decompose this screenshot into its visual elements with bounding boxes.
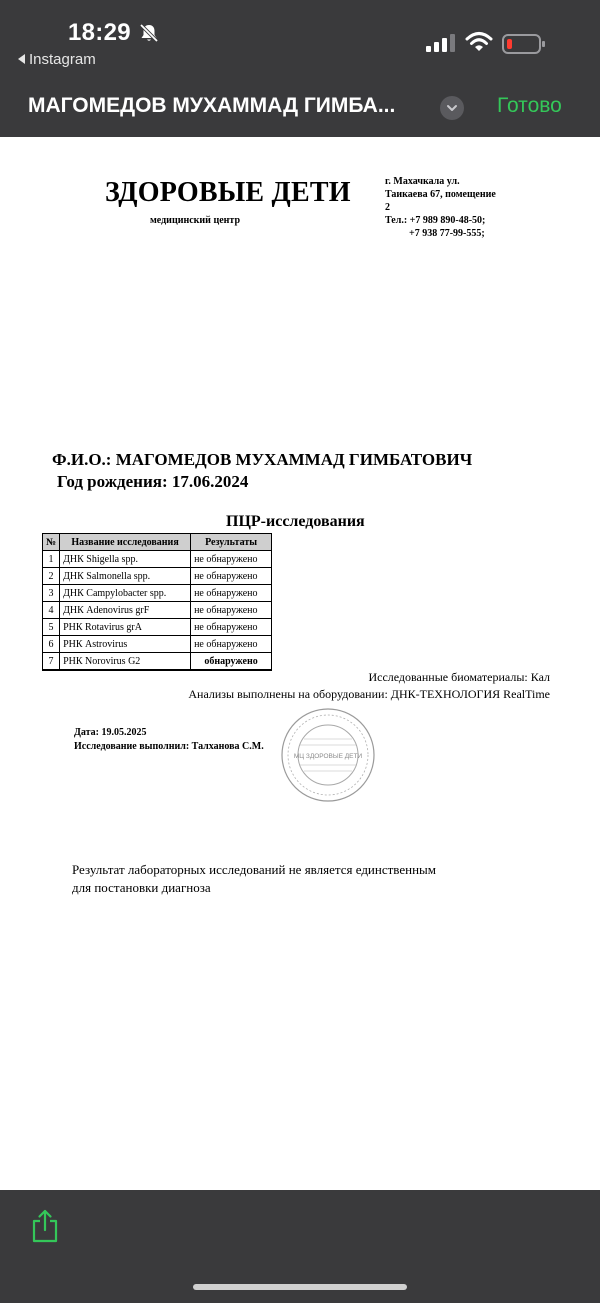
test-result-positive: обнаружено	[191, 653, 272, 671]
table-row	[43, 636, 272, 653]
patient-birth-date: Год рождения: 17.06.2024	[57, 472, 249, 491]
wifi-icon	[465, 31, 493, 53]
address-line: г. Махачкала ул.	[385, 176, 460, 187]
row-number: 1	[43, 551, 60, 568]
test-result: не обнаружено	[191, 636, 272, 653]
phone-line: Тел.: +7 989 890-48-50;	[385, 215, 486, 226]
table-row	[43, 551, 272, 568]
home-indicator[interactable]	[193, 1284, 407, 1290]
equipment-line: Анализы выполнены на оборудовании: ДНК-ТЕХНОЛОГИЯ RealTime	[188, 687, 550, 701]
test-name: ДНК Shigella spp.	[60, 551, 191, 568]
row-number: 7	[43, 653, 60, 671]
table-row	[43, 619, 272, 636]
title-menu-button[interactable]	[440, 96, 464, 120]
test-name: ДНК Adenovirus grF	[60, 602, 191, 619]
performer-line: Исследование выполнил: Талханова С.М.	[74, 741, 264, 752]
report-date: Дата: 19.05.2025	[74, 727, 147, 738]
bell-slash-icon	[138, 22, 160, 44]
row-number: 5	[43, 619, 60, 636]
test-result: не обнаружено	[191, 568, 272, 585]
document-page	[0, 137, 600, 1190]
disclaimer-line: для постановки диагноза	[72, 880, 211, 895]
test-name: РНК Astrovirus	[60, 636, 191, 653]
row-number: 4	[43, 602, 60, 619]
table-header-row	[43, 534, 272, 551]
clinic-stamp	[280, 707, 376, 803]
back-arrow-icon	[18, 54, 25, 64]
test-name: ДНК Campylobacter spp.	[60, 585, 191, 602]
chevron-down-icon	[440, 96, 464, 120]
phone-line: +7 938 77-99-555;	[409, 228, 485, 239]
test-name: РНК Norovirus G2	[60, 653, 191, 671]
table-row	[43, 568, 272, 585]
table-row	[43, 585, 272, 602]
cellular-signal-icon	[425, 33, 457, 53]
results-table	[42, 533, 272, 671]
patient-name: Ф.И.О.: МАГОМЕДОВ МУХАММАД ГИМБАТОВИЧ	[52, 450, 473, 469]
test-name: ДНК Salmonella spp.	[60, 568, 191, 585]
done-button[interactable]: Готово	[497, 94, 562, 117]
row-number: 6	[43, 636, 60, 653]
test-result: не обнаружено	[191, 602, 272, 619]
row-number: 2	[43, 568, 60, 585]
column-header-number: №	[43, 534, 60, 551]
column-header-result: Результаты	[191, 534, 272, 551]
document-title: МАГОМЕДОВ МУХАММАД ГИМБА...	[28, 94, 396, 117]
section-title: ПЦР-исследования	[226, 513, 365, 530]
top-bar	[0, 0, 600, 137]
clinic-name: ЗДОРОВЫЕ ДЕТИ	[105, 177, 351, 208]
back-to-app-link[interactable]	[18, 51, 96, 68]
column-header-test: Название исследования	[60, 534, 191, 551]
back-app-label: Instagram	[29, 51, 96, 68]
disclaimer-line: Результат лабораторных исследований не является единственным	[72, 862, 436, 877]
status-time: 18:29	[68, 19, 131, 46]
row-number: 3	[43, 585, 60, 602]
table-row	[43, 602, 272, 619]
battery-icon	[502, 33, 546, 55]
share-icon[interactable]	[30, 1208, 60, 1244]
stamp-text: МЦ ЗДОРОВЫЕ ДЕТИ	[293, 753, 363, 760]
test-name: РНК Rotavirus grA	[60, 619, 191, 636]
table-row	[43, 653, 272, 671]
test-result: не обнаружено	[191, 551, 272, 568]
address-line: Таикаева 67, помещение	[385, 189, 496, 200]
address-line: 2	[385, 202, 390, 213]
test-result: не обнаружено	[191, 619, 272, 636]
biomaterial-line: Исследованные биоматериалы: Кал	[368, 670, 550, 684]
clinic-address	[385, 175, 535, 240]
clinic-subtitle: медицинский центр	[150, 215, 241, 226]
test-result: не обнаружено	[191, 585, 272, 602]
